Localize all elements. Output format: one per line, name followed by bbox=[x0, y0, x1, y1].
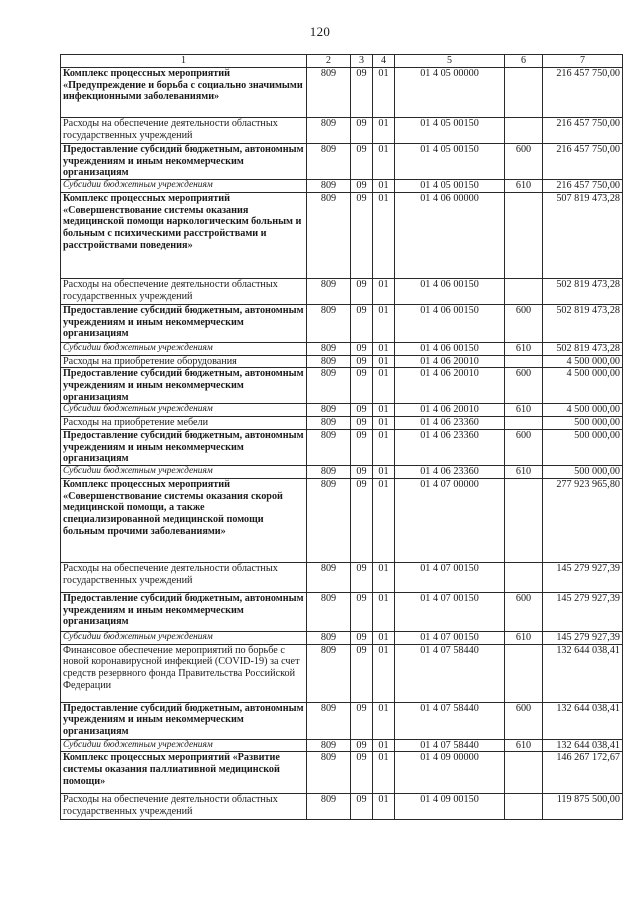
table-row bbox=[61, 144, 623, 180]
table-row bbox=[61, 342, 623, 355]
amount-cell: 502 819 473,28 bbox=[543, 278, 623, 304]
amount-cell: 4 500 000,00 bbox=[543, 355, 623, 368]
section-code-cell: 09 bbox=[351, 355, 373, 368]
expense-type-cell bbox=[505, 478, 543, 562]
subsection-code-cell: 01 bbox=[373, 752, 395, 794]
target-article-cell: 01 4 06 20010 bbox=[395, 404, 505, 417]
target-article-cell: 01 4 07 58440 bbox=[395, 739, 505, 752]
subsection-code-cell: 01 bbox=[373, 417, 395, 430]
table-row bbox=[61, 180, 623, 193]
section-code-cell: 09 bbox=[351, 644, 373, 702]
amount-cell: 216 457 750,00 bbox=[543, 68, 623, 118]
expense-type-cell bbox=[505, 794, 543, 820]
subsection-code-cell: 01 bbox=[373, 192, 395, 278]
target-article-cell: 01 4 07 58440 bbox=[395, 644, 505, 702]
section-code-cell: 09 bbox=[351, 562, 373, 592]
section-code-cell: 09 bbox=[351, 180, 373, 193]
amount-cell: 216 457 750,00 bbox=[543, 118, 623, 144]
expense-type-cell bbox=[505, 752, 543, 794]
table-row bbox=[61, 631, 623, 644]
ministry-code-cell: 809 bbox=[307, 592, 351, 631]
amount-cell: 132 644 038,41 bbox=[543, 644, 623, 702]
ministry-code-cell: 809 bbox=[307, 702, 351, 739]
subsection-code-cell: 01 bbox=[373, 562, 395, 592]
row-name-cell: Расходы на приобретение оборудования bbox=[61, 355, 307, 368]
table-row bbox=[61, 192, 623, 278]
target-article-cell: 01 4 06 00000 bbox=[395, 192, 505, 278]
subsection-code-cell: 01 bbox=[373, 342, 395, 355]
ministry-code-cell: 809 bbox=[307, 429, 351, 465]
expense-type-cell: 610 bbox=[505, 466, 543, 479]
expense-type-cell: 610 bbox=[505, 404, 543, 417]
target-article-cell: 01 4 06 20010 bbox=[395, 368, 505, 404]
table-row bbox=[61, 417, 623, 430]
ministry-code-cell: 809 bbox=[307, 368, 351, 404]
table-row bbox=[61, 118, 623, 144]
column-header: 2 bbox=[307, 55, 351, 68]
row-name-cell: Расходы на приобретение мебели bbox=[61, 417, 307, 430]
amount-cell: 4 500 000,00 bbox=[543, 368, 623, 404]
target-article-cell: 01 4 06 23360 bbox=[395, 466, 505, 479]
subsection-code-cell: 01 bbox=[373, 118, 395, 144]
ministry-code-cell: 809 bbox=[307, 478, 351, 562]
table-row bbox=[61, 644, 623, 702]
target-article-cell: 01 4 05 00000 bbox=[395, 68, 505, 118]
subsection-code-cell: 01 bbox=[373, 631, 395, 644]
row-name-cell: Субсидии бюджетным учреждениям bbox=[61, 180, 307, 193]
amount-cell: 502 819 473,28 bbox=[543, 342, 623, 355]
subsection-code-cell: 01 bbox=[373, 404, 395, 417]
target-article-cell: 01 4 09 00150 bbox=[395, 794, 505, 820]
target-article-cell: 01 4 07 00150 bbox=[395, 631, 505, 644]
row-name-cell: Комплекс процессных мероприятий «Совершенствование системы оказания медицинской помощи наркологическим больным и больным с психическими расстройствами и расстройствами поведения» bbox=[61, 192, 307, 278]
expense-type-cell: 610 bbox=[505, 342, 543, 355]
subsection-code-cell: 01 bbox=[373, 180, 395, 193]
row-name-cell: Субсидии бюджетным учреждениям bbox=[61, 342, 307, 355]
section-code-cell: 09 bbox=[351, 342, 373, 355]
subsection-code-cell: 01 bbox=[373, 68, 395, 118]
target-article-cell: 01 4 06 00150 bbox=[395, 342, 505, 355]
subsection-code-cell: 01 bbox=[373, 702, 395, 739]
row-name-cell: Комплекс процессных мероприятий «Предупреждение и борьба с социально значимыми инфекционными заболеваниями» bbox=[61, 68, 307, 118]
expense-type-cell bbox=[505, 278, 543, 304]
ministry-code-cell: 809 bbox=[307, 304, 351, 342]
expense-type-cell bbox=[505, 68, 543, 118]
expense-type-cell: 600 bbox=[505, 429, 543, 465]
subsection-code-cell: 01 bbox=[373, 278, 395, 304]
expense-type-cell bbox=[505, 355, 543, 368]
target-article-cell: 01 4 06 20010 bbox=[395, 355, 505, 368]
ministry-code-cell: 809 bbox=[307, 355, 351, 368]
row-name-cell: Расходы на обеспечение деятельности областных государственных учреждений bbox=[61, 794, 307, 820]
expense-type-cell: 610 bbox=[505, 739, 543, 752]
target-article-cell: 01 4 07 58440 bbox=[395, 702, 505, 739]
table-row bbox=[61, 368, 623, 404]
expense-type-cell: 600 bbox=[505, 368, 543, 404]
section-code-cell: 09 bbox=[351, 192, 373, 278]
target-article-cell: 01 4 06 23360 bbox=[395, 417, 505, 430]
expense-type-cell: 600 bbox=[505, 702, 543, 739]
subsection-code-cell: 01 bbox=[373, 644, 395, 702]
ministry-code-cell: 809 bbox=[307, 466, 351, 479]
expense-type-cell: 600 bbox=[505, 144, 543, 180]
ministry-code-cell: 809 bbox=[307, 68, 351, 118]
amount-cell: 146 267 172,67 bbox=[543, 752, 623, 794]
section-code-cell: 09 bbox=[351, 368, 373, 404]
section-code-cell: 09 bbox=[351, 592, 373, 631]
amount-cell: 500 000,00 bbox=[543, 466, 623, 479]
table-row bbox=[61, 702, 623, 739]
target-article-cell: 01 4 06 23360 bbox=[395, 429, 505, 465]
expense-type-cell bbox=[505, 644, 543, 702]
section-code-cell: 09 bbox=[351, 752, 373, 794]
table-row bbox=[61, 429, 623, 465]
table-row bbox=[61, 304, 623, 342]
expense-type-cell: 610 bbox=[505, 180, 543, 193]
expense-type-cell: 610 bbox=[505, 631, 543, 644]
target-article-cell: 01 4 05 00150 bbox=[395, 118, 505, 144]
target-article-cell: 01 4 07 00000 bbox=[395, 478, 505, 562]
ministry-code-cell: 809 bbox=[307, 342, 351, 355]
column-header: 4 bbox=[373, 55, 395, 68]
amount-cell: 119 875 500,00 bbox=[543, 794, 623, 820]
amount-cell: 500 000,00 bbox=[543, 417, 623, 430]
row-name-cell: Финансовое обеспечение мероприятий по борьбе с новой коронавирусной инфекцией (COVID-19) за счет средств резервного фонда Правительства Российской Федерации bbox=[61, 644, 307, 702]
amount-cell: 132 644 038,41 bbox=[543, 702, 623, 739]
row-name-cell: Комплекс процессных мероприятий «Развитие системы оказания паллиативной медицинской помощи» bbox=[61, 752, 307, 794]
row-name-cell: Предоставление субсидий бюджетным, автономным учреждениям и иным некоммерческим организациям bbox=[61, 429, 307, 465]
column-header: 1 bbox=[61, 55, 307, 68]
row-name-cell: Расходы на обеспечение деятельности областных государственных учреждений bbox=[61, 278, 307, 304]
amount-cell: 502 819 473,28 bbox=[543, 304, 623, 342]
section-code-cell: 09 bbox=[351, 144, 373, 180]
row-name-cell: Предоставление субсидий бюджетным, автономным учреждениям и иным некоммерческим организациям bbox=[61, 304, 307, 342]
column-header: 7 bbox=[543, 55, 623, 68]
amount-cell: 132 644 038,41 bbox=[543, 739, 623, 752]
section-code-cell: 09 bbox=[351, 429, 373, 465]
ministry-code-cell: 809 bbox=[307, 752, 351, 794]
row-name-cell: Предоставление субсидий бюджетным, автономным учреждениям и иным некоммерческим организациям bbox=[61, 144, 307, 180]
row-name-cell: Комплекс процессных мероприятий «Совершенствование системы оказания скорой медицинской помощи, а также специализированной медицинской помощи больным прочими заболеваниями» bbox=[61, 478, 307, 562]
row-name-cell: Субсидии бюджетным учреждениям bbox=[61, 404, 307, 417]
amount-cell: 145 279 927,39 bbox=[543, 562, 623, 592]
section-code-cell: 09 bbox=[351, 417, 373, 430]
table-row bbox=[61, 404, 623, 417]
column-header: 5 bbox=[395, 55, 505, 68]
table-row bbox=[61, 355, 623, 368]
section-code-cell: 09 bbox=[351, 404, 373, 417]
row-name-cell: Предоставление субсидий бюджетным, автономным учреждениям и иным некоммерческим организациям bbox=[61, 702, 307, 739]
target-article-cell: 01 4 06 00150 bbox=[395, 304, 505, 342]
section-code-cell: 09 bbox=[351, 478, 373, 562]
subsection-code-cell: 01 bbox=[373, 355, 395, 368]
subsection-code-cell: 01 bbox=[373, 144, 395, 180]
ministry-code-cell: 809 bbox=[307, 144, 351, 180]
row-name-cell: Субсидии бюджетным учреждениям bbox=[61, 631, 307, 644]
expense-type-cell bbox=[505, 562, 543, 592]
amount-cell: 216 457 750,00 bbox=[543, 144, 623, 180]
subsection-code-cell: 01 bbox=[373, 592, 395, 631]
ministry-code-cell: 809 bbox=[307, 192, 351, 278]
subsection-code-cell: 01 bbox=[373, 794, 395, 820]
amount-cell: 4 500 000,00 bbox=[543, 404, 623, 417]
section-code-cell: 09 bbox=[351, 794, 373, 820]
section-code-cell: 09 bbox=[351, 631, 373, 644]
subsection-code-cell: 01 bbox=[373, 429, 395, 465]
ministry-code-cell: 809 bbox=[307, 631, 351, 644]
target-article-cell: 01 4 07 00150 bbox=[395, 562, 505, 592]
ministry-code-cell: 809 bbox=[307, 118, 351, 144]
table-row bbox=[61, 739, 623, 752]
table-row bbox=[61, 278, 623, 304]
amount-cell: 277 923 965,80 bbox=[543, 478, 623, 562]
table-row bbox=[61, 592, 623, 631]
row-name-cell: Предоставление субсидий бюджетным, автономным учреждениям и иным некоммерческим организациям bbox=[61, 368, 307, 404]
expense-type-cell: 600 bbox=[505, 304, 543, 342]
expense-type-cell bbox=[505, 192, 543, 278]
table-row bbox=[61, 752, 623, 794]
target-article-cell: 01 4 05 00150 bbox=[395, 144, 505, 180]
column-header: 3 bbox=[351, 55, 373, 68]
target-article-cell: 01 4 05 00150 bbox=[395, 180, 505, 193]
ministry-code-cell: 809 bbox=[307, 739, 351, 752]
section-code-cell: 09 bbox=[351, 68, 373, 118]
page-number: 120 bbox=[309, 24, 331, 39]
row-name-cell: Предоставление субсидий бюджетным, автономным учреждениям и иным некоммерческим организациям bbox=[61, 592, 307, 631]
amount-cell: 145 279 927,39 bbox=[543, 592, 623, 631]
table-row bbox=[61, 562, 623, 592]
section-code-cell: 09 bbox=[351, 466, 373, 479]
section-code-cell: 09 bbox=[351, 739, 373, 752]
section-code-cell: 09 bbox=[351, 702, 373, 739]
row-name-cell: Субсидии бюджетным учреждениям bbox=[61, 466, 307, 479]
amount-cell: 145 279 927,39 bbox=[543, 631, 623, 644]
row-name-cell: Субсидии бюджетным учреждениям bbox=[61, 739, 307, 752]
expense-type-cell bbox=[505, 118, 543, 144]
target-article-cell: 01 4 07 00150 bbox=[395, 592, 505, 631]
budget-table bbox=[60, 54, 623, 820]
table-row bbox=[61, 478, 623, 562]
target-article-cell: 01 4 09 00000 bbox=[395, 752, 505, 794]
ministry-code-cell: 809 bbox=[307, 278, 351, 304]
amount-cell: 216 457 750,00 bbox=[543, 180, 623, 193]
expense-type-cell: 600 bbox=[505, 592, 543, 631]
row-name-cell: Расходы на обеспечение деятельности областных государственных учреждений bbox=[61, 118, 307, 144]
subsection-code-cell: 01 bbox=[373, 739, 395, 752]
column-header: 6 bbox=[505, 55, 543, 68]
ministry-code-cell: 809 bbox=[307, 180, 351, 193]
ministry-code-cell: 809 bbox=[307, 794, 351, 820]
row-name-cell: Расходы на обеспечение деятельности областных государственных учреждений bbox=[61, 562, 307, 592]
section-code-cell: 09 bbox=[351, 304, 373, 342]
subsection-code-cell: 01 bbox=[373, 478, 395, 562]
ministry-code-cell: 809 bbox=[307, 562, 351, 592]
table-row bbox=[61, 68, 623, 118]
expense-type-cell bbox=[505, 417, 543, 430]
table-row bbox=[61, 794, 623, 820]
target-article-cell: 01 4 06 00150 bbox=[395, 278, 505, 304]
section-code-cell: 09 bbox=[351, 118, 373, 144]
amount-cell: 500 000,00 bbox=[543, 429, 623, 465]
ministry-code-cell: 809 bbox=[307, 644, 351, 702]
table-header-row bbox=[61, 55, 623, 68]
section-code-cell: 09 bbox=[351, 278, 373, 304]
ministry-code-cell: 809 bbox=[307, 417, 351, 430]
table-row bbox=[61, 466, 623, 479]
subsection-code-cell: 01 bbox=[373, 304, 395, 342]
ministry-code-cell: 809 bbox=[307, 404, 351, 417]
amount-cell: 507 819 473,28 bbox=[543, 192, 623, 278]
subsection-code-cell: 01 bbox=[373, 368, 395, 404]
subsection-code-cell: 01 bbox=[373, 466, 395, 479]
